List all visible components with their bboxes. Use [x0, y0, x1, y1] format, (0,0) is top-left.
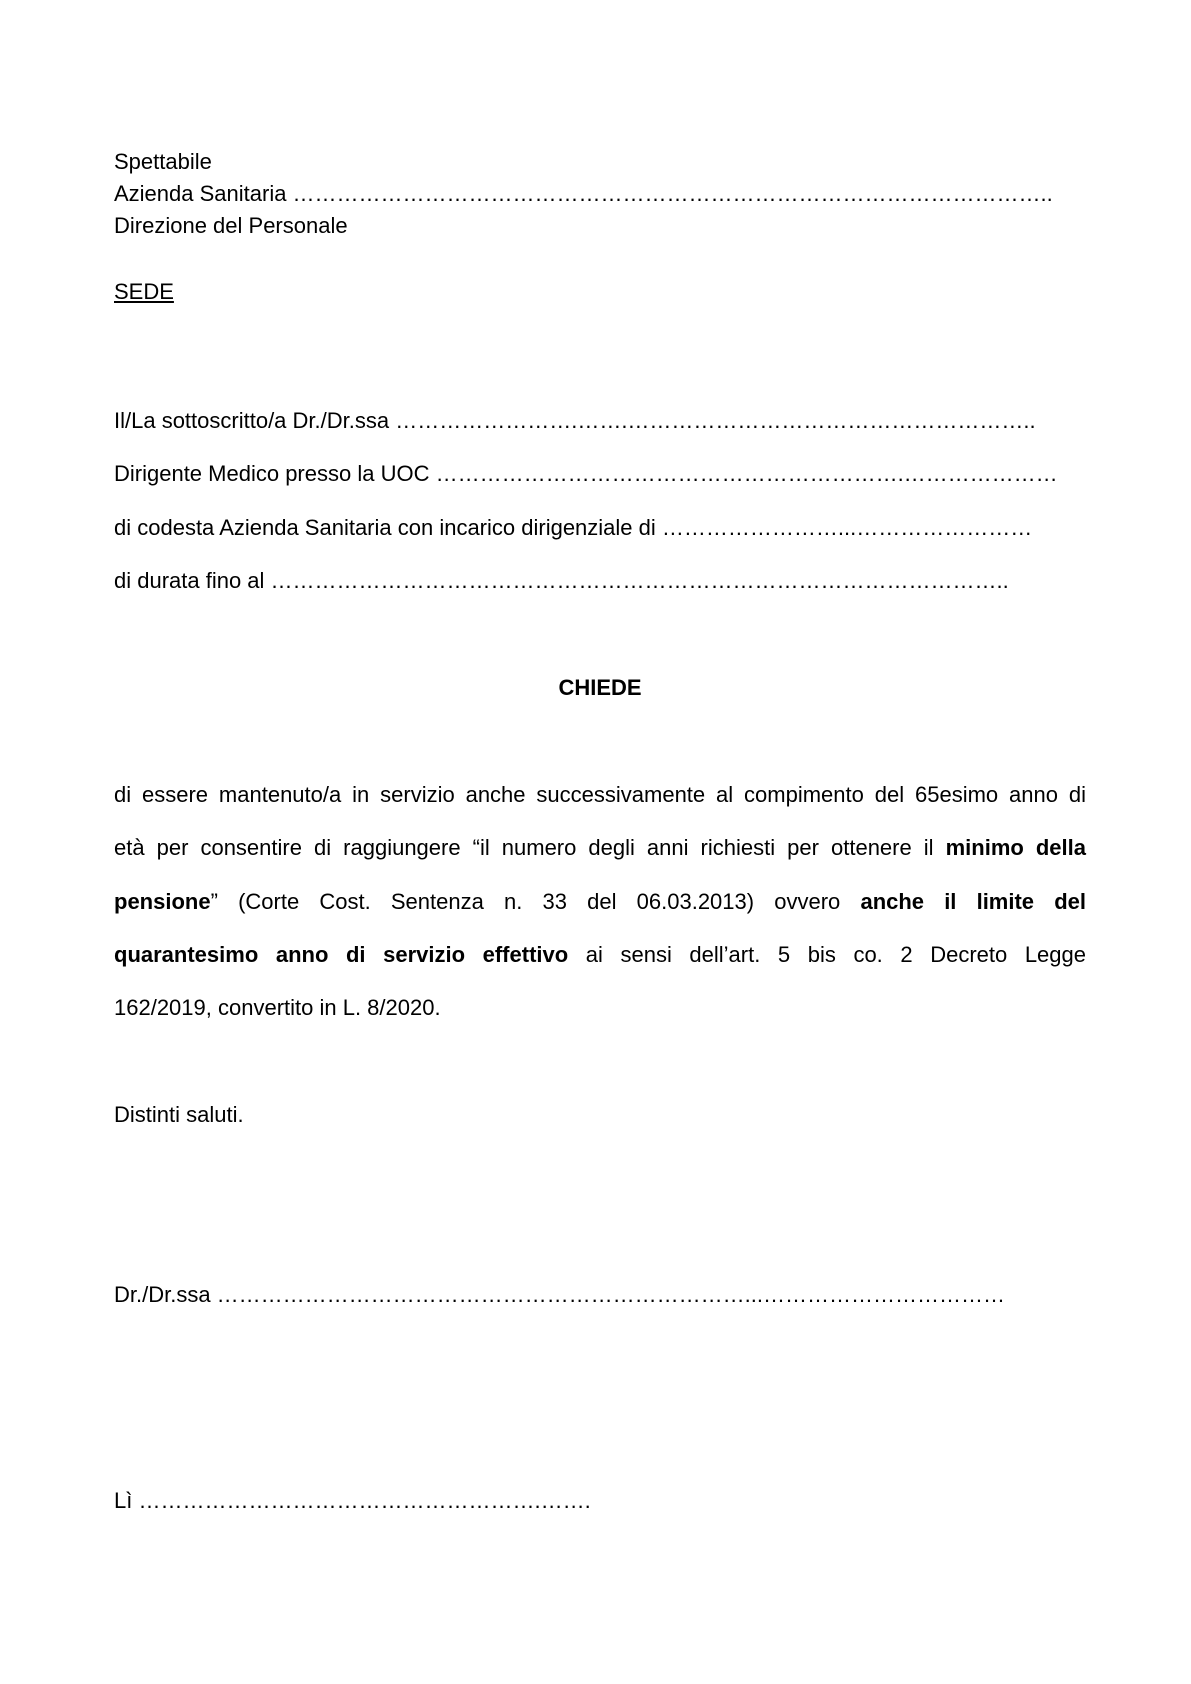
body-bold-text: minimo della [945, 835, 1086, 860]
body-text: di essere mantenuto/a in servizio anche successivamente al compimento del 65esimo anno di [114, 782, 1086, 807]
recipient-sede: SEDE [114, 279, 174, 304]
recipient-greeting: Spettabile [114, 149, 212, 174]
body-line-1 [114, 779, 1086, 811]
body-bold-text: anche il limite del [860, 889, 1086, 914]
field-durata: di durata fino al ……………………………………………………………………………………….. [114, 568, 1009, 593]
place-date-line: Lì ……………………………………………….……. [114, 1488, 591, 1513]
body-line-3 [114, 886, 1086, 918]
field-sottoscritto: Il/La sottoscritto/a Dr./Dr.ssa …………………….…….……………………………………………….. [114, 408, 1036, 433]
body-text: ” (Corte Cost. Sentenza n. 33 del 06.03.2013) ovvero [210, 889, 861, 914]
recipient-azienda: Azienda Sanitaria ………………………………………………………………………………………….. [114, 181, 1053, 206]
body-line-2 [114, 832, 1086, 864]
heading-chiede: CHIEDE [558, 675, 642, 700]
field-dirigente: Dirigente Medico presso la UOC ……………………………………………………….………………… [114, 461, 1058, 486]
recipient-direzione: Direzione del Personale [114, 213, 348, 238]
body-line-5: 162/2019, convertito in L. 8/2020. [114, 995, 441, 1020]
field-incarico: di codesta Azienda Sanitaria con incarico dirigenziale di ……………………...…………………… [114, 515, 1033, 540]
body-text: età per consentire di raggiungere “il numero degli anni richiesti per ottenere il [114, 835, 946, 860]
body-bold-text: quarantesimo anno di servizio effettivo [114, 942, 569, 967]
body-line-4 [114, 939, 1086, 971]
body-bold-text: pensione [114, 889, 211, 914]
closing-text: Distinti saluti. [114, 1102, 244, 1127]
body-text: ai sensi dell’art. 5 bis co. 2 Decreto Legge [568, 942, 1086, 967]
signature-line: Dr./Dr.ssa ………………………………………………………………...…………………………… [114, 1282, 1006, 1307]
